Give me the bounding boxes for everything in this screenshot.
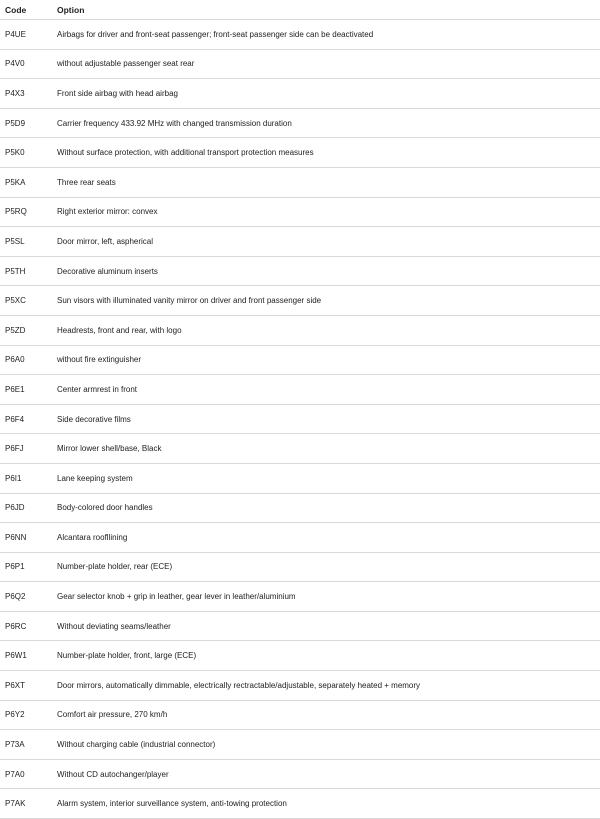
option-code: P6FJ <box>0 434 52 464</box>
option-description: Number-plate holder, front, large (ECE) <box>52 641 600 671</box>
option-description: Three rear seats <box>52 167 600 197</box>
option-description: Airbags for driver and front-seat passenger; front-seat passenger side can be deactivated <box>52 20 600 50</box>
option-code: P6F4 <box>0 404 52 434</box>
table-row <box>0 493 600 523</box>
table-row <box>0 49 600 79</box>
option-description: Gear selector knob + grip in leather, gear lever in leather/aluminium <box>52 582 600 612</box>
option-description: Carrier frequency 433.92 MHz with changed transmission duration <box>52 108 600 138</box>
option-code: P6Q2 <box>0 582 52 612</box>
table-row <box>0 20 600 50</box>
option-code: P5SL <box>0 227 52 257</box>
option-description: Without surface protection, with additional transport protection measures <box>52 138 600 168</box>
option-description: Without charging cable (industrial connector) <box>52 730 600 760</box>
option-code: P6XT <box>0 671 52 701</box>
table-row <box>0 463 600 493</box>
column-header-code: Code <box>0 0 52 20</box>
option-description: Side decorative films <box>52 404 600 434</box>
table-body <box>0 20 600 819</box>
option-code: P6E1 <box>0 375 52 405</box>
option-code: P6P1 <box>0 552 52 582</box>
table-row <box>0 582 600 612</box>
option-code: P6I1 <box>0 463 52 493</box>
option-code: P4V0 <box>0 49 52 79</box>
option-description: Door mirror, left, aspherical <box>52 227 600 257</box>
option-description: Front side airbag with head airbag <box>52 79 600 109</box>
option-description: without fire extinguisher <box>52 345 600 375</box>
option-code: P4UE <box>0 20 52 50</box>
table-row <box>0 671 600 701</box>
table-row <box>0 167 600 197</box>
table-row <box>0 730 600 760</box>
table-row <box>0 108 600 138</box>
option-description: Without deviating seams/leather <box>52 611 600 641</box>
table-row <box>0 700 600 730</box>
option-description: Lane keeping system <box>52 463 600 493</box>
option-code: P5KA <box>0 167 52 197</box>
option-code: P6W1 <box>0 641 52 671</box>
table-row <box>0 523 600 553</box>
option-code: P6JD <box>0 493 52 523</box>
table-row <box>0 197 600 227</box>
option-code: P5RQ <box>0 197 52 227</box>
table-row <box>0 286 600 316</box>
option-code: P6RC <box>0 611 52 641</box>
table-row <box>0 375 600 405</box>
option-code: P5XC <box>0 286 52 316</box>
option-description: Body-colored door handles <box>52 493 600 523</box>
option-description: Without CD autochanger/player <box>52 759 600 789</box>
table-row <box>0 345 600 375</box>
table-row <box>0 759 600 789</box>
option-description: Alarm system, interior surveillance system, anti-towing protection <box>52 789 600 819</box>
table-row <box>0 611 600 641</box>
table-row <box>0 256 600 286</box>
column-header-option: Option <box>52 0 600 20</box>
option-code: P7A0 <box>0 759 52 789</box>
option-description: Mirror lower shell/base, Black <box>52 434 600 464</box>
table-row <box>0 641 600 671</box>
option-description: Right exterior mirror: convex <box>52 197 600 227</box>
table-row <box>0 79 600 109</box>
option-code: P5D9 <box>0 108 52 138</box>
option-description: Door mirrors, automatically dimmable, electrically rectractable/adjustable, separately heated + memory <box>52 671 600 701</box>
option-code: P4X3 <box>0 79 52 109</box>
option-code: P7AK <box>0 789 52 819</box>
option-code: P5TH <box>0 256 52 286</box>
option-code: P6NN <box>0 523 52 553</box>
option-code: P5ZD <box>0 315 52 345</box>
table-row <box>0 138 600 168</box>
option-description: Number-plate holder, rear (ECE) <box>52 552 600 582</box>
table-row <box>0 227 600 257</box>
option-code: P5K0 <box>0 138 52 168</box>
option-description: Headrests, front and rear, with logo <box>52 315 600 345</box>
option-description: Sun visors with illuminated vanity mirror on driver and front passenger side <box>52 286 600 316</box>
option-code: P73A <box>0 730 52 760</box>
table-row <box>0 404 600 434</box>
option-description: Comfort air pressure, 270 km/h <box>52 700 600 730</box>
table-header-row <box>0 0 600 20</box>
option-description: Center armrest in front <box>52 375 600 405</box>
option-description: without adjustable passenger seat rear <box>52 49 600 79</box>
table-row <box>0 552 600 582</box>
option-description: Alcantara roofllining <box>52 523 600 553</box>
option-code: P6A0 <box>0 345 52 375</box>
table-row <box>0 434 600 464</box>
table-row <box>0 789 600 819</box>
option-description: Decorative aluminum inserts <box>52 256 600 286</box>
table-row <box>0 315 600 345</box>
option-code: P6Y2 <box>0 700 52 730</box>
